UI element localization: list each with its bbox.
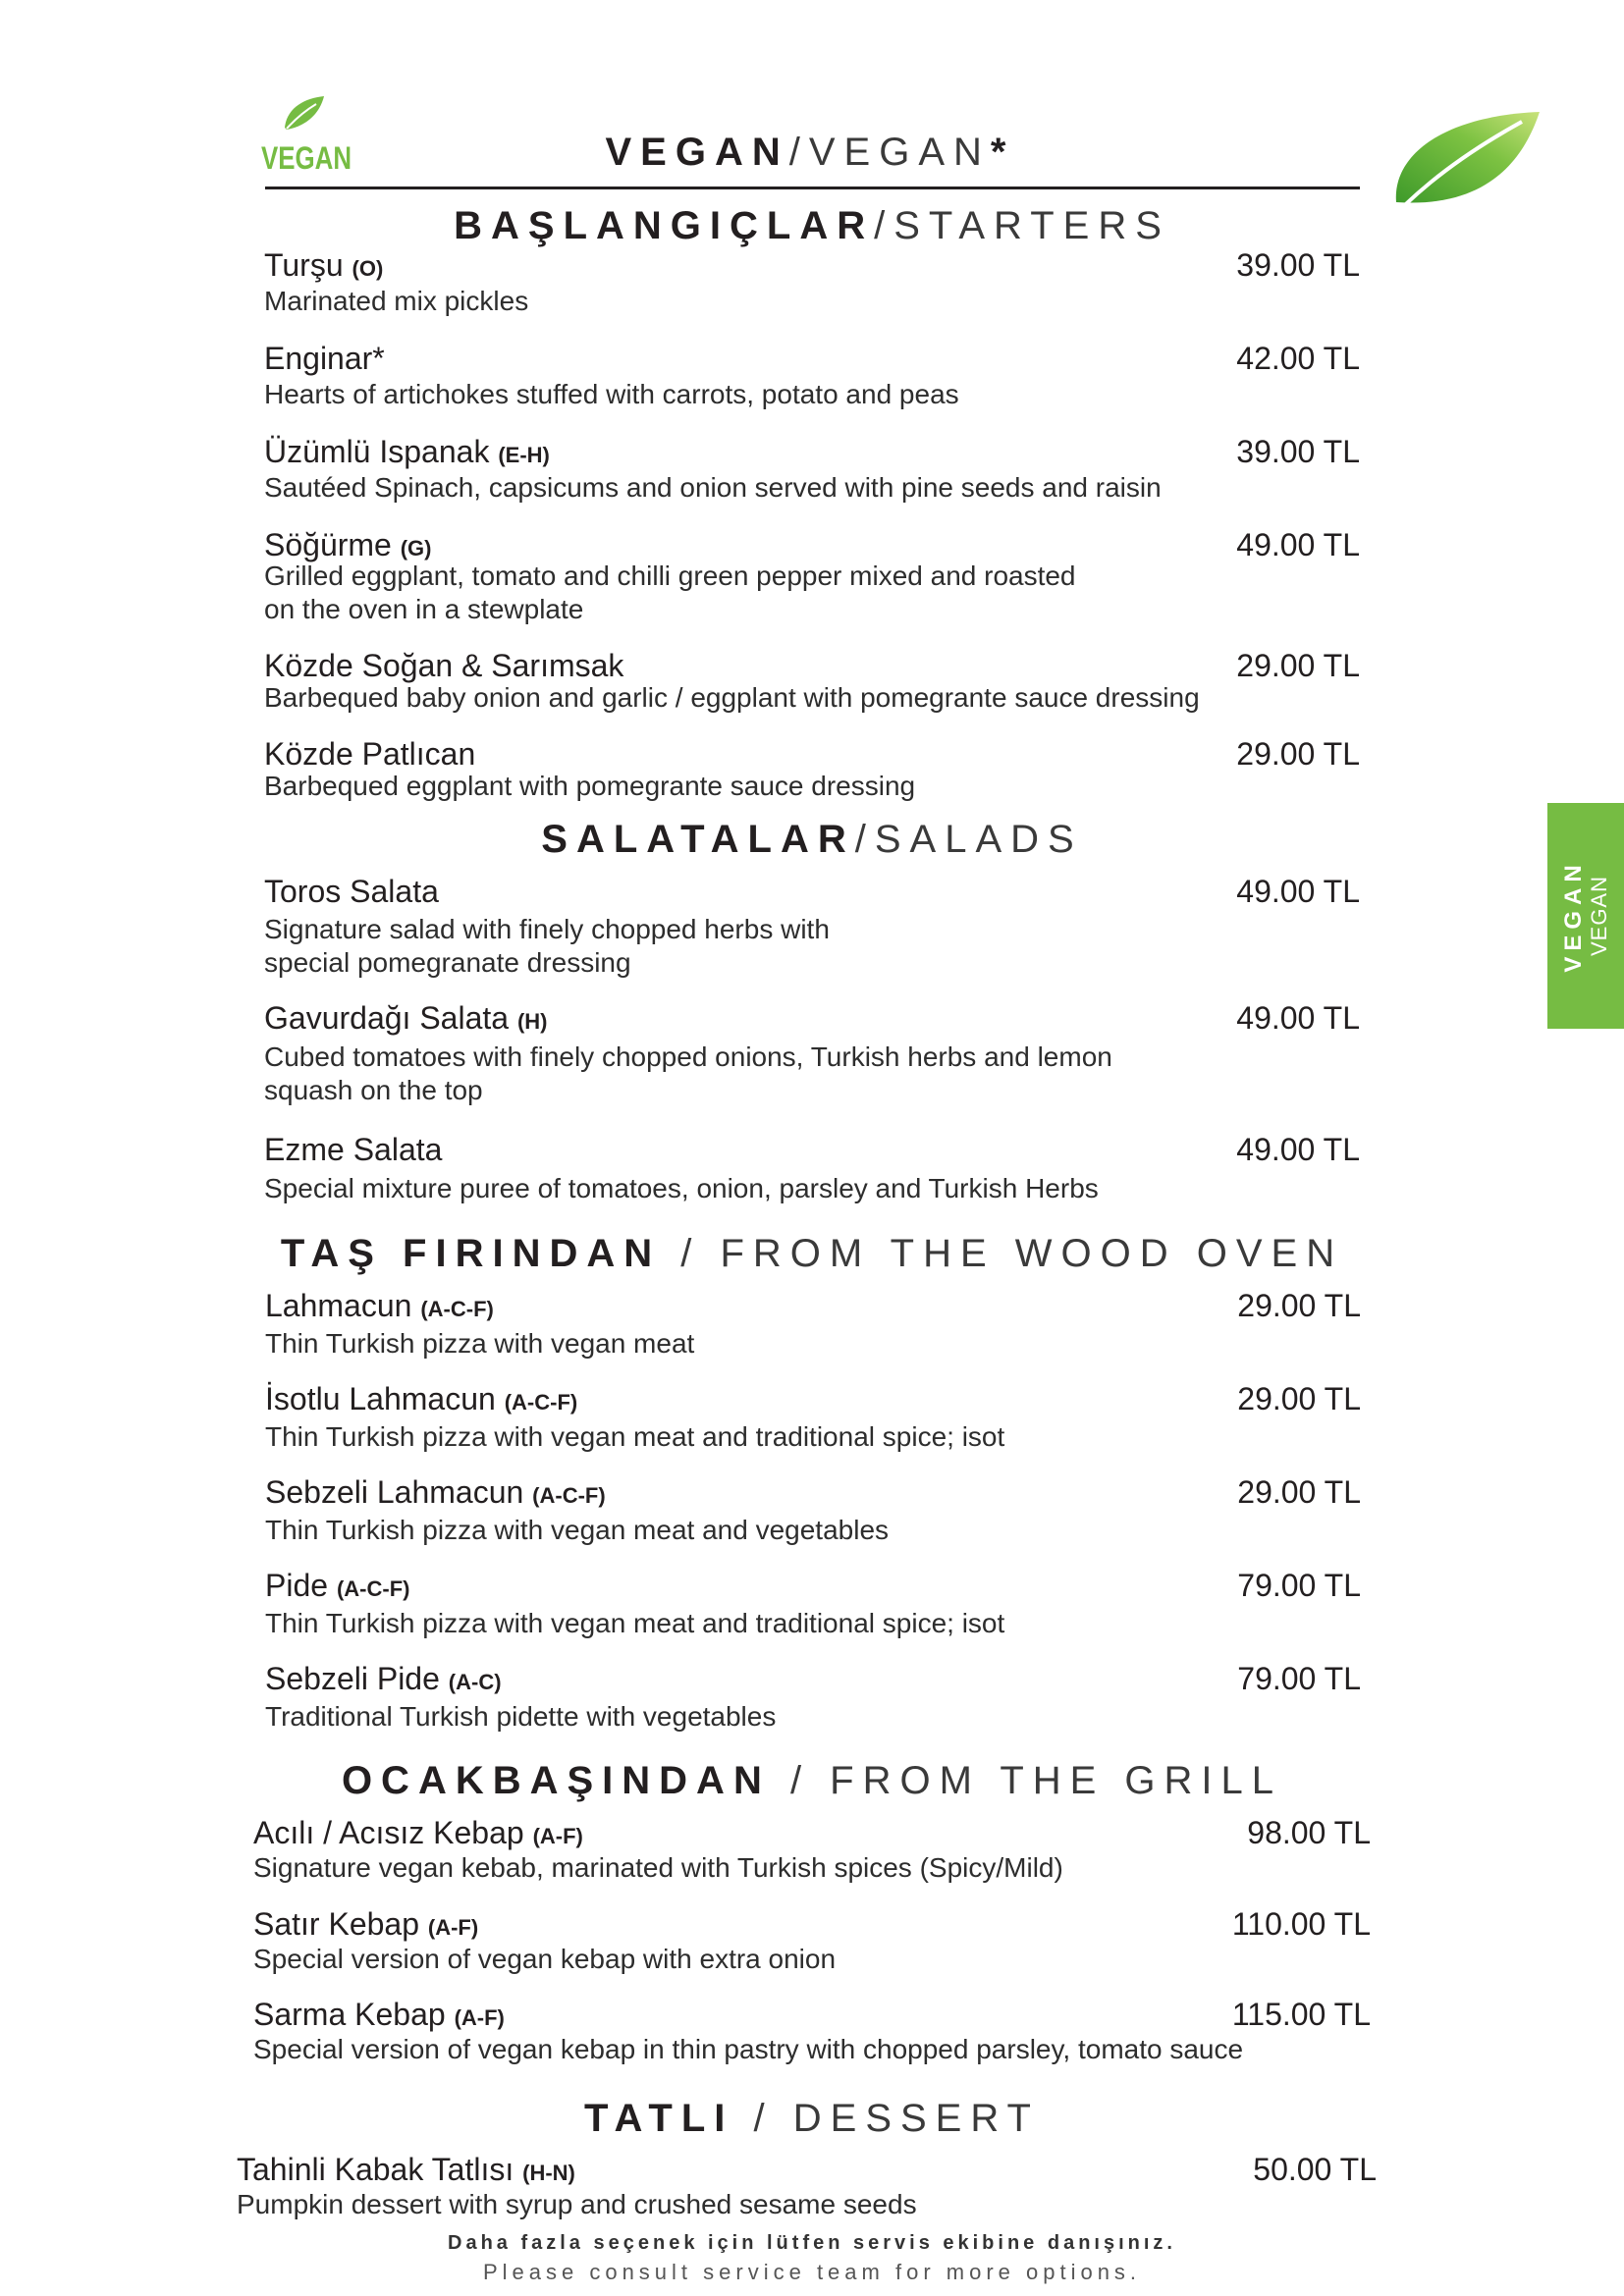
menu-item-price: 115.00 TL xyxy=(1231,1997,1371,2032)
allergen-codes: (A-F) xyxy=(427,1915,479,1940)
logo-text: VEGAN xyxy=(261,140,352,176)
menu-item-price: 49.00 TL xyxy=(1236,1000,1360,1036)
side-tab-tr: VEGAN xyxy=(1560,859,1587,973)
menu-item-price: 98.00 TL xyxy=(1247,1815,1371,1850)
menu-item-price: 49.00 TL xyxy=(1236,527,1360,562)
menu-item-name xyxy=(264,432,550,475)
side-tab-en: VEGAN xyxy=(1587,875,1611,957)
menu-item-title: Enginar* xyxy=(264,341,385,376)
section-heading-en: DESSERT xyxy=(792,2097,1040,2140)
menu-item-name xyxy=(265,1286,494,1329)
section-heading-tr: TAŞ FIRINDAN xyxy=(280,1232,662,1275)
section-heading-tr: BAŞLANGIÇLAR xyxy=(454,204,875,247)
menu-item-title: Sarma Kebap xyxy=(253,1997,446,2032)
menu-item-title: İsotlu Lahmacun xyxy=(265,1381,496,1416)
menu-item-description: Barbequed eggplant with pomegrante sauce dressing xyxy=(264,771,916,801)
menu-item-price: 39.00 TL xyxy=(1236,434,1360,469)
menu-item-description: Thin Turkish pizza with vegan meat and traditional spice; isot xyxy=(265,1608,1005,1638)
allergen-codes: (H) xyxy=(516,1009,548,1034)
page-title-separator: / xyxy=(788,131,809,174)
menu-item-description: Sautéed Spinach, capsicums and onion served with pine seeds and raisin xyxy=(264,472,1162,503)
page-title-mark: * xyxy=(990,131,1015,174)
section-heading-separator: / xyxy=(733,2097,793,2140)
menu-item-price: 49.00 TL xyxy=(1236,1132,1360,1167)
menu-item-description: Thin Turkish pizza with vegan meat and traditional spice; isot xyxy=(265,1421,1005,1452)
menu-item-name xyxy=(265,1659,502,1702)
menu-item-title: Acılı / Acısız Kebap xyxy=(253,1815,524,1850)
menu-item-description: Special version of vegan kebap in thin pastry with chopped parsley, tomato sauce xyxy=(253,2034,1244,2064)
menu-item-title: Közde Soğan & Sarımsak xyxy=(264,648,624,683)
menu-item-description: Barbequed baby onion and garlic / eggplant with pomegrante sauce dressing xyxy=(264,682,1200,713)
menu-item-title: Ezme Salata xyxy=(264,1132,443,1167)
menu-item-price: 29.00 TL xyxy=(1236,736,1360,772)
section-heading-wood-oven xyxy=(0,1229,1624,1278)
menu-item-description: Pumpkin dessert with syrup and crushed sesame seeds xyxy=(237,2189,917,2219)
section-heading-en: FROM THE WOOD OVEN xyxy=(720,1232,1344,1275)
menu-item-name xyxy=(237,2150,575,2193)
section-heading-en: FROM THE GRILL xyxy=(830,1759,1283,1802)
side-tab-vegan xyxy=(1547,803,1624,1029)
menu-item-title: Satır Kebap xyxy=(253,1906,419,1942)
menu-item-price: 79.00 TL xyxy=(1237,1661,1361,1696)
section-heading-salads xyxy=(0,815,1624,864)
menu-item-title: Üzümlü Ispanak xyxy=(264,434,490,469)
menu-item-description: Signature vegan kebab, marinated with Turkish spices (Spicy/Mild) xyxy=(253,1852,1063,1883)
menu-item-description: Hearts of artichokes stuffed with carrots, potato and peas xyxy=(264,379,959,409)
menu-item-name xyxy=(264,1130,442,1169)
menu-item-title: Turşu xyxy=(264,247,344,283)
section-heading-separator: / xyxy=(770,1759,831,1802)
menu-item-title: Söğürme xyxy=(264,527,392,562)
menu-item-description: squash on the top xyxy=(264,1075,483,1105)
menu-item-price: 79.00 TL xyxy=(1237,1568,1361,1603)
menu-item-description: Grilled eggplant, tomato and chilli green pepper mixed and roasted xyxy=(264,561,1076,591)
allergen-codes: (A-F) xyxy=(454,2005,505,2030)
menu-item-price: 50.00 TL xyxy=(1253,2152,1377,2187)
allergen-codes: (A-C-F) xyxy=(532,1483,606,1508)
menu-item-name xyxy=(264,646,623,685)
allergen-codes: (H-N) xyxy=(522,2161,575,2185)
menu-item-title: Gavurdağı Salata xyxy=(264,1000,510,1036)
menu-item-title: Toros Salata xyxy=(264,874,439,909)
menu-item-name xyxy=(265,1379,577,1422)
allergen-codes: (E-H) xyxy=(498,443,550,467)
menu-item-name xyxy=(264,734,475,774)
menu-item-description: Thin Turkish pizza with vegan meat xyxy=(265,1328,695,1359)
menu-item-title: Sebzeli Lahmacun xyxy=(265,1474,524,1510)
menu-item-description: Thin Turkish pizza with vegan meat and vegetables xyxy=(265,1515,890,1545)
menu-item-price: 110.00 TL xyxy=(1231,1906,1371,1942)
menu-item-description: special pomegranate dressing xyxy=(264,947,631,978)
menu-item-title: Pide xyxy=(265,1568,329,1603)
menu-item-price: 29.00 TL xyxy=(1237,1288,1361,1323)
menu-item-title: Sebzeli Pide xyxy=(265,1661,440,1696)
menu-item-title: Tahinli Kabak Tatlısı xyxy=(237,2152,514,2187)
menu-item-description: Cubed tomatoes with finely chopped onions, Turkish herbs and lemon xyxy=(264,1041,1112,1072)
menu-item-name xyxy=(264,998,547,1041)
section-heading-separator: / xyxy=(874,204,894,247)
menu-item-title: Lahmacun xyxy=(265,1288,412,1323)
menu-item-description: Special version of vegan kebap with extra onion xyxy=(253,1944,837,1974)
section-heading-starters xyxy=(0,201,1624,250)
menu-item-name xyxy=(253,1995,505,2038)
section-heading-tr: TATLI xyxy=(584,2097,734,2140)
page-title-tr: VEGAN xyxy=(605,131,789,174)
menu-item-description: Marinated mix pickles xyxy=(264,286,529,316)
allergen-codes: (O) xyxy=(352,256,384,281)
menu-item-price: 42.00 TL xyxy=(1236,341,1360,376)
section-heading-separator: / xyxy=(661,1232,721,1275)
menu-item-description: Signature salad with finely chopped herbs with xyxy=(264,914,830,944)
menu-item-name xyxy=(253,1904,478,1948)
section-heading-dessert xyxy=(0,2094,1624,2143)
menu-item-name xyxy=(253,1813,583,1856)
menu-item-name xyxy=(265,1566,409,1609)
menu-item-name xyxy=(265,1472,606,1516)
allergen-codes: (A-C-F) xyxy=(420,1297,494,1321)
title-divider xyxy=(265,187,1360,189)
menu-item-price: 29.00 TL xyxy=(1236,648,1360,683)
footer-note-tr: Daha fazla seçenek için lütfen servis ekibine danışınız. xyxy=(448,2232,1176,2254)
allergen-codes: (A-C) xyxy=(448,1670,502,1694)
section-heading-en: STARTERS xyxy=(893,204,1170,247)
menu-item-price: 29.00 TL xyxy=(1237,1381,1361,1416)
allergen-codes: (A-F) xyxy=(532,1824,583,1848)
section-heading-tr: SALATALAR xyxy=(541,818,855,861)
menu-item-price: 49.00 TL xyxy=(1236,874,1360,909)
menu-item-description: on the oven in a stewplate xyxy=(264,594,584,624)
allergen-codes: (A-C-F) xyxy=(336,1576,410,1601)
section-heading-grill xyxy=(0,1756,1624,1805)
section-heading-en: SALADS xyxy=(874,818,1083,861)
menu-item-title: Közde Patlıcan xyxy=(264,736,476,772)
menu-item-description: Special mixture puree of tomatoes, onion, parsley and Turkish Herbs xyxy=(264,1173,1099,1203)
menu-item-name xyxy=(264,245,383,289)
allergen-codes: (G) xyxy=(400,536,432,561)
menu-item-name xyxy=(264,339,385,378)
section-heading-tr: OCAKBAŞINDAN xyxy=(341,1759,771,1802)
page-title-en: VEGAN xyxy=(808,131,991,174)
menu-item-description: Traditional Turkish pidette with vegetables xyxy=(265,1701,777,1732)
footer-note-en: Please consult service team for more options. xyxy=(482,2260,1142,2284)
section-heading-separator: / xyxy=(854,818,875,861)
allergen-codes: (A-C-F) xyxy=(504,1390,578,1415)
menu-item-price: 29.00 TL xyxy=(1237,1474,1361,1510)
menu-item-name xyxy=(264,872,439,911)
page-title xyxy=(265,128,1355,177)
menu-item-price: 39.00 TL xyxy=(1236,247,1360,283)
